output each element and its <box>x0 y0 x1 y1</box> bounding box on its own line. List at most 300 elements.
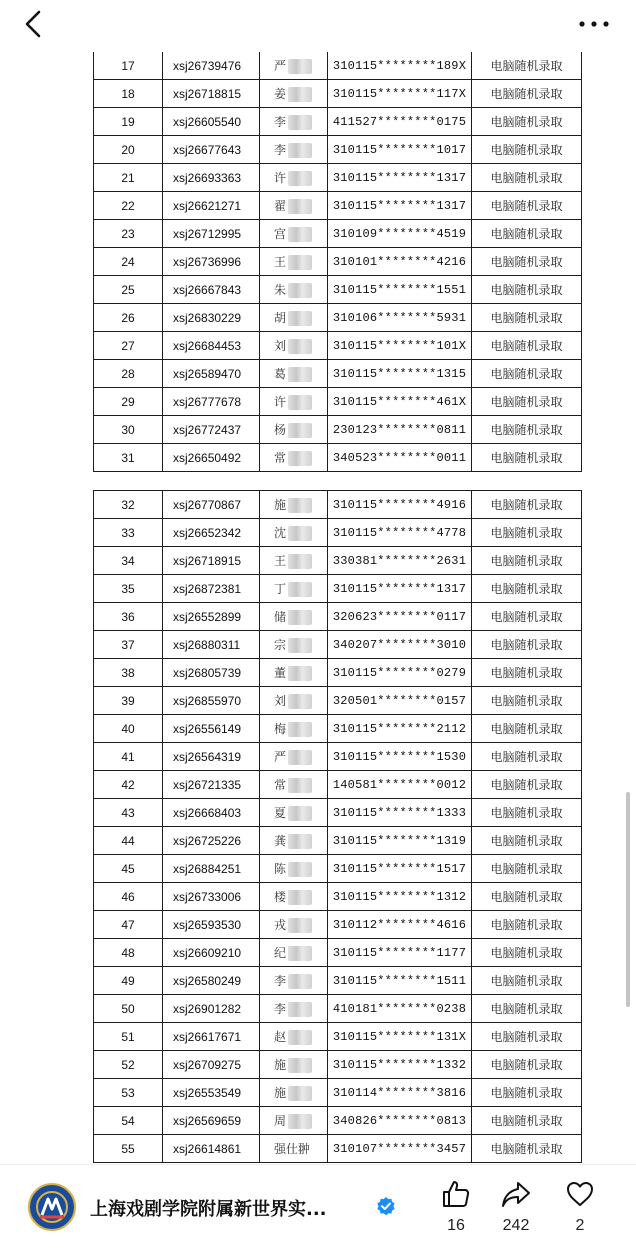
applicant-id <box>163 1023 260 1051</box>
id-card-number-text: 310106********5931 <box>332 310 467 325</box>
admission-status <box>472 631 582 659</box>
admission-status <box>472 1135 582 1163</box>
id-card-number <box>328 883 472 911</box>
admission-status-text: 电脑随机录取 <box>490 171 563 185</box>
admission-status <box>472 603 582 631</box>
applicant-id <box>163 1051 260 1079</box>
table-row <box>94 575 582 603</box>
id-card-number <box>328 136 472 164</box>
admission-status <box>472 687 582 715</box>
row-number <box>94 1107 163 1135</box>
row-number <box>94 995 163 1023</box>
row-number-text: 20 <box>121 142 135 157</box>
id-card-number <box>328 799 472 827</box>
applicant-id-text: xsj26721335 <box>173 777 242 792</box>
admission-status <box>472 80 582 108</box>
table-row <box>94 108 582 136</box>
id-card-number-text: 310115********4778 <box>332 525 467 540</box>
student-name-text: 周 <box>274 1114 287 1128</box>
id-card-number <box>328 659 472 687</box>
student-name <box>260 52 328 80</box>
applicant-id-text: xsj26677643 <box>173 142 242 157</box>
student-name <box>260 192 328 220</box>
admission-status-text: 电脑随机录取 <box>490 283 563 297</box>
table-row <box>94 547 582 575</box>
name-redaction-mosaic <box>288 255 312 270</box>
admission-status <box>472 164 582 192</box>
admission-status <box>472 799 582 827</box>
applicant-id <box>163 1135 260 1163</box>
student-name-text: 龚 <box>274 834 287 848</box>
id-card-number <box>328 1079 472 1107</box>
student-name <box>260 827 328 855</box>
admission-status-text: 电脑随机录取 <box>490 666 563 680</box>
row-number <box>94 80 163 108</box>
name-redaction-mosaic <box>288 918 312 933</box>
applicant-id-text: xsj26830229 <box>173 310 242 325</box>
id-card-number-text: 310115********1517 <box>332 861 467 876</box>
applicant-id-text: xsj26650492 <box>173 450 242 465</box>
name-redaction-mosaic <box>288 1002 312 1017</box>
row-number-text: 46 <box>121 889 135 904</box>
admission-status <box>472 659 582 687</box>
admission-status-text: 电脑随机录取 <box>490 638 563 652</box>
id-card-number <box>328 1107 472 1135</box>
name-redaction-mosaic <box>288 423 312 438</box>
applicant-id-text: xsj26614861 <box>173 1141 242 1156</box>
row-number-text: 36 <box>121 609 135 624</box>
admission-status-text: 电脑随机录取 <box>490 395 563 409</box>
admission-status <box>472 715 582 743</box>
row-number <box>94 631 163 659</box>
row-number-text: 30 <box>121 422 135 437</box>
row-number-text: 19 <box>121 114 135 129</box>
row-number-text: 29 <box>121 394 135 409</box>
table-row <box>94 603 582 631</box>
row-number-text: 44 <box>121 833 135 848</box>
name-redaction-mosaic <box>288 227 312 242</box>
admission-status-text: 电脑随机录取 <box>490 339 563 353</box>
applicant-id <box>163 883 260 911</box>
admission-status-text: 电脑随机录取 <box>490 722 563 736</box>
table-row <box>94 276 582 304</box>
id-card-number <box>328 1023 472 1051</box>
admission-status-text: 电脑随机录取 <box>490 834 563 848</box>
student-name <box>260 603 328 631</box>
applicant-id-text: xsj26770867 <box>173 497 242 512</box>
row-number-text: 35 <box>121 581 135 596</box>
row-number <box>94 939 163 967</box>
name-redaction-mosaic <box>288 171 312 186</box>
applicant-id-text: xsj26872381 <box>173 581 242 596</box>
admission-status <box>472 883 582 911</box>
id-card-number-text: 310115********1333 <box>332 805 467 820</box>
id-card-number <box>328 80 472 108</box>
student-name <box>260 715 328 743</box>
scrollbar[interactable] <box>626 792 630 1007</box>
row-number <box>94 276 163 304</box>
name-redaction-mosaic <box>288 750 312 765</box>
student-name-text: 许 <box>274 395 287 409</box>
name-redaction-mosaic <box>288 582 312 597</box>
student-name <box>260 164 328 192</box>
row-number-text: 47 <box>121 917 135 932</box>
row-number <box>94 108 163 136</box>
row-number <box>94 444 163 472</box>
row-number-text: 50 <box>121 1001 135 1016</box>
id-card-number-text: 320501********0157 <box>332 693 467 708</box>
admission-status <box>472 547 582 575</box>
table-row <box>94 1135 582 1163</box>
name-redaction-mosaic <box>288 890 312 905</box>
admission-status <box>472 136 582 164</box>
table-row <box>94 771 582 799</box>
admission-status <box>472 220 582 248</box>
name-redaction-mosaic <box>288 526 312 541</box>
table-row <box>94 519 582 547</box>
id-card-number <box>328 276 472 304</box>
applicant-id <box>163 360 260 388</box>
applicant-id <box>163 939 260 967</box>
admission-status <box>472 771 582 799</box>
student-name <box>260 1023 328 1051</box>
applicant-id-text: xsj26880311 <box>173 637 241 652</box>
applicant-id <box>163 771 260 799</box>
row-number-text: 54 <box>121 1113 135 1128</box>
id-card-number-text: 310115********4916 <box>332 497 467 512</box>
row-number <box>94 911 163 939</box>
id-card-number-text: 310109********4519 <box>332 226 467 241</box>
id-card-number-text: 411527********0175 <box>332 114 467 129</box>
name-redaction-mosaic <box>288 666 312 681</box>
id-card-number-text: 310115********461X <box>332 394 467 409</box>
student-name-text: 王 <box>274 554 287 568</box>
table-row <box>94 855 582 883</box>
share-arrow-icon <box>501 1179 531 1209</box>
id-card-number-text: 310115********2112 <box>332 721 467 736</box>
row-number <box>94 1051 163 1079</box>
applicant-id <box>163 220 260 248</box>
row-number-text: 37 <box>121 637 135 652</box>
admission-status <box>472 52 582 80</box>
id-card-number-text: 310115********1317 <box>332 581 467 596</box>
id-card-number <box>328 164 472 192</box>
admission-status-text: 电脑随机录取 <box>490 199 563 213</box>
student-name <box>260 631 328 659</box>
row-number <box>94 360 163 388</box>
applicant-id-text: xsj26733006 <box>173 889 242 904</box>
id-card-number <box>328 52 472 80</box>
admission-status-text: 电脑随机录取 <box>490 554 563 568</box>
document-image <box>0 52 636 1164</box>
applicant-id <box>163 304 260 332</box>
student-name <box>260 911 328 939</box>
row-number-text: 18 <box>121 86 135 101</box>
student-name <box>260 575 328 603</box>
row-number <box>94 575 163 603</box>
admission-status-text: 电脑随机录取 <box>490 143 563 157</box>
id-card-number-text: 310115********1315 <box>332 366 467 381</box>
admission-status <box>472 967 582 995</box>
student-name-text: 戎 <box>274 918 287 932</box>
admission-status-text: 电脑随机录取 <box>490 918 563 932</box>
admission-status-text: 电脑随机录取 <box>490 1114 563 1128</box>
name-redaction-mosaic <box>288 143 312 158</box>
table-row <box>94 332 582 360</box>
applicant-id <box>163 631 260 659</box>
admission-status <box>472 108 582 136</box>
row-number-text: 42 <box>121 777 135 792</box>
applicant-id <box>163 491 260 519</box>
applicant-id-text: xsj26668403 <box>173 805 242 820</box>
id-card-number-text: 310115********1511 <box>332 973 467 988</box>
id-card-number-text: 310115********1017 <box>332 142 467 157</box>
admission-status <box>472 1051 582 1079</box>
applicant-id-text: xsj26718815 <box>173 86 242 101</box>
student-name-text: 夏 <box>274 806 287 820</box>
student-name <box>260 1135 328 1163</box>
admission-status-text: 电脑随机录取 <box>490 255 563 269</box>
applicant-id-text: xsj26709275 <box>173 1057 242 1072</box>
table-row <box>94 1023 582 1051</box>
admission-status <box>472 1023 582 1051</box>
id-card-number-text: 310115********189X <box>332 58 467 73</box>
row-number-text: 24 <box>121 254 135 269</box>
id-card-number-text: 340207********3010 <box>332 637 467 652</box>
admission-status <box>472 939 582 967</box>
id-card-number-text: 310115********1312 <box>332 889 467 904</box>
student-name-text: 赵 <box>274 1030 287 1044</box>
favorite-count: 2 <box>575 1217 585 1234</box>
share-button[interactable] <box>496 1179 536 1249</box>
row-number <box>94 883 163 911</box>
id-card-number <box>328 388 472 416</box>
name-redaction-mosaic <box>288 610 312 625</box>
table-row <box>94 416 582 444</box>
student-name-text: 刘 <box>274 339 287 353</box>
student-name <box>260 360 328 388</box>
admission-status <box>472 1079 582 1107</box>
id-card-number <box>328 715 472 743</box>
applicant-id-text: xsj26739476 <box>173 58 242 73</box>
admission-status-text: 电脑随机录取 <box>490 451 563 465</box>
row-number <box>94 1135 163 1163</box>
student-name <box>260 995 328 1023</box>
row-number <box>94 332 163 360</box>
admission-status <box>472 444 582 472</box>
student-name-text: 葛 <box>274 367 287 381</box>
name-redaction-mosaic <box>288 59 312 74</box>
like-button[interactable] <box>436 1179 476 1249</box>
row-number <box>94 220 163 248</box>
row-number-text: 26 <box>121 310 135 325</box>
admission-status-text: 电脑随机录取 <box>490 610 563 624</box>
bottom-action-bar <box>0 1164 636 1257</box>
applicant-id-text: xsj26617671 <box>173 1029 242 1044</box>
applicant-id-text: xsj26652342 <box>173 525 242 540</box>
name-redaction-mosaic <box>288 722 312 737</box>
table-row <box>94 687 582 715</box>
applicant-id-text: xsj26725226 <box>173 833 242 848</box>
table-row <box>94 360 582 388</box>
admission-status <box>472 743 582 771</box>
admission-status-text: 电脑随机录取 <box>490 227 563 241</box>
id-card-number <box>328 491 472 519</box>
student-name <box>260 108 328 136</box>
admission-status <box>472 416 582 444</box>
admission-status <box>472 248 582 276</box>
name-redaction-mosaic <box>288 1086 312 1101</box>
student-name-text: 严 <box>274 750 287 764</box>
name-redaction-mosaic <box>288 367 312 382</box>
id-card-number <box>328 743 472 771</box>
table-row <box>94 883 582 911</box>
applicant-id-text: xsj26712995 <box>173 226 242 241</box>
verified-badge-icon <box>376 1196 396 1216</box>
name-redaction-mosaic <box>288 87 312 102</box>
chevron-left-icon[interactable] <box>18 8 50 40</box>
admission-status <box>472 360 582 388</box>
row-number <box>94 52 163 80</box>
student-name-text: 陈 <box>274 862 287 876</box>
row-number <box>94 491 163 519</box>
student-name-text: 储 <box>274 610 287 624</box>
row-number-text: 27 <box>121 338 135 353</box>
applicant-id <box>163 967 260 995</box>
admission-status <box>472 1107 582 1135</box>
student-name-text: 李 <box>274 974 287 988</box>
table-row <box>94 220 582 248</box>
row-number <box>94 547 163 575</box>
student-name <box>260 743 328 771</box>
table-row <box>94 491 582 519</box>
student-name <box>260 220 328 248</box>
admission-status-text: 电脑随机录取 <box>490 778 563 792</box>
favorite-button[interactable] <box>560 1179 600 1249</box>
name-redaction-mosaic <box>288 1114 312 1129</box>
id-card-number <box>328 519 472 547</box>
id-card-number-text: 340826********0813 <box>332 1113 467 1128</box>
table-row <box>94 248 582 276</box>
admission-status-text: 电脑随机录取 <box>490 59 563 73</box>
table-row <box>94 136 582 164</box>
admission-table-part2 <box>93 490 582 1163</box>
table-row <box>94 1079 582 1107</box>
student-name-text: 李 <box>274 115 287 129</box>
id-card-number <box>328 220 472 248</box>
id-card-number-text: 310112********4616 <box>332 917 467 932</box>
admission-status-text: 电脑随机录取 <box>490 862 563 876</box>
applicant-id-text: xsj26564319 <box>173 749 242 764</box>
id-card-number <box>328 547 472 575</box>
applicant-id <box>163 248 260 276</box>
admission-status <box>472 827 582 855</box>
applicant-id-text: xsj26684453 <box>173 338 242 353</box>
row-number <box>94 388 163 416</box>
row-number <box>94 799 163 827</box>
applicant-id <box>163 416 260 444</box>
student-name <box>260 799 328 827</box>
admission-status <box>472 304 582 332</box>
applicant-id-text: xsj26667843 <box>173 282 242 297</box>
row-number <box>94 771 163 799</box>
row-number-text: 38 <box>121 665 135 680</box>
row-number-text: 25 <box>121 282 135 297</box>
table-row <box>94 659 582 687</box>
admission-status <box>472 855 582 883</box>
applicant-id <box>163 715 260 743</box>
row-number-text: 40 <box>121 721 135 736</box>
row-number <box>94 519 163 547</box>
admission-status-text: 电脑随机录取 <box>490 1058 563 1072</box>
id-card-number-text: 310115********1332 <box>332 1057 467 1072</box>
name-redaction-mosaic <box>288 1030 312 1045</box>
id-card-number-text: 310115********1551 <box>332 282 467 297</box>
student-name <box>260 304 328 332</box>
id-card-number-text: 320623********0117 <box>332 609 467 624</box>
name-redaction-mosaic <box>288 974 312 989</box>
id-card-number <box>328 687 472 715</box>
student-name-text: 朱 <box>274 283 287 297</box>
row-number <box>94 827 163 855</box>
student-name <box>260 967 328 995</box>
id-card-number-text: 310115********1317 <box>332 170 467 185</box>
student-name-text: 姜 <box>274 87 287 101</box>
student-name-text: 许 <box>274 171 287 185</box>
admission-status <box>472 276 582 304</box>
row-number-text: 34 <box>121 553 135 568</box>
account-name[interactable]: 上海戏剧学院附属新世界实... <box>90 1199 327 1220</box>
id-card-number <box>328 444 472 472</box>
name-redaction-mosaic <box>288 806 312 821</box>
id-card-number <box>328 192 472 220</box>
admission-status <box>472 388 582 416</box>
applicant-id-text: xsj26552899 <box>173 609 242 624</box>
admission-status-text: 电脑随机录取 <box>490 890 563 904</box>
share-count: 242 <box>502 1217 530 1234</box>
id-card-number-text: 310101********4216 <box>332 254 467 269</box>
name-redaction-mosaic <box>288 694 312 709</box>
applicant-id-text: xsj26609210 <box>173 945 242 960</box>
more-dots-icon[interactable] <box>576 10 612 38</box>
admission-status <box>472 192 582 220</box>
id-card-number <box>328 1135 472 1163</box>
admission-status <box>472 575 582 603</box>
student-name <box>260 659 328 687</box>
applicant-id-text: xsj26718915 <box>173 553 242 568</box>
id-card-number-text: 310115********117X <box>332 86 467 101</box>
student-name-text: 楼 <box>274 890 287 904</box>
student-name <box>260 939 328 967</box>
row-number-text: 45 <box>121 861 135 876</box>
id-card-number <box>328 939 472 967</box>
school-logo-icon[interactable] <box>28 1183 76 1231</box>
applicant-id <box>163 1079 260 1107</box>
admission-status-text: 电脑随机录取 <box>490 498 563 512</box>
row-number-text: 39 <box>121 693 135 708</box>
table-row <box>94 939 582 967</box>
applicant-id-text: xsj26621271 <box>173 198 242 213</box>
table-row <box>94 80 582 108</box>
row-number <box>94 192 163 220</box>
admission-status-text: 电脑随机录取 <box>490 1142 563 1156</box>
name-redaction-mosaic <box>288 339 312 354</box>
admission-status-text: 电脑随机录取 <box>490 526 563 540</box>
row-number-text: 41 <box>121 749 135 764</box>
id-card-number <box>328 332 472 360</box>
student-name <box>260 771 328 799</box>
applicant-id <box>163 332 260 360</box>
